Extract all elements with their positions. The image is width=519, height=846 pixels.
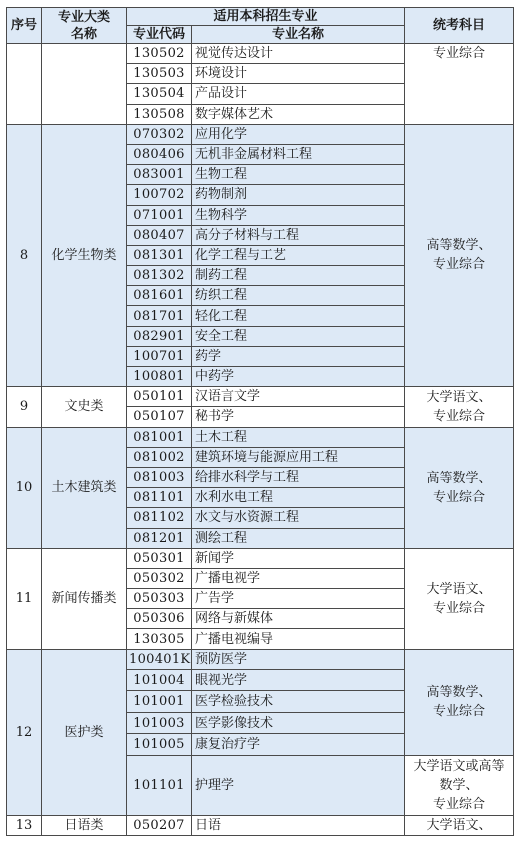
major-code: 081201: [127, 528, 192, 548]
major-name: 土木工程: [192, 427, 405, 447]
category-name: 土木建筑类: [42, 427, 127, 548]
major-code: 070302: [127, 124, 192, 144]
major-name: 水利水电工程: [192, 488, 405, 508]
major-code: 130508: [127, 104, 192, 124]
exam-line: 数学、: [439, 777, 479, 793]
table-row: [7, 815, 514, 835]
exam-line: 专业综合: [433, 600, 486, 616]
exam-subjects: [405, 427, 514, 548]
major-name: 数字媒体艺术: [192, 104, 405, 124]
exam-line: 大学语文、: [426, 581, 492, 597]
major-name: 汉语言文学: [192, 387, 405, 407]
major-name: 药物制剂: [192, 185, 405, 205]
exam-subjects: [405, 44, 514, 125]
major-code: 071001: [127, 205, 192, 225]
exam-line: 专业综合: [433, 704, 486, 720]
major-name: 视觉传达设计: [192, 44, 405, 64]
major-code: 080406: [127, 144, 192, 164]
major-code: 050107: [127, 407, 192, 427]
major-name: 安全工程: [192, 326, 405, 346]
major-code: 101003: [127, 712, 192, 734]
major-code: 100701: [127, 346, 192, 366]
major-code: 081001: [127, 427, 192, 447]
header-name: 专业名称: [192, 26, 405, 44]
header-category-text: 专业大类名称: [57, 9, 110, 42]
row-index: 10: [7, 427, 42, 548]
major-name: 新闻学: [192, 548, 405, 568]
major-code: 050101: [127, 387, 192, 407]
major-name: 广告学: [192, 589, 405, 609]
major-code: 081302: [127, 266, 192, 286]
major-name: 生物科学: [192, 205, 405, 225]
major-code: 080407: [127, 225, 192, 245]
exam-subjects: [405, 649, 514, 755]
major-code: 050306: [127, 609, 192, 629]
major-code: 130504: [127, 84, 192, 104]
category-name: 日语类: [42, 815, 127, 835]
header-applicable: 适用本科招生专业: [127, 8, 405, 26]
row-index: 8: [7, 124, 42, 386]
table-row: [7, 427, 514, 447]
exam-line: 大学语文或高等: [413, 758, 505, 774]
row-index: 12: [7, 649, 42, 815]
row-index: 13: [7, 815, 42, 835]
exam-subjects: [405, 548, 514, 649]
major-code: 101101: [127, 755, 192, 815]
major-code: 081003: [127, 467, 192, 487]
exam-line: 大学语文、: [426, 817, 492, 833]
major-name: 产品设计: [192, 84, 405, 104]
category-name: 化学生物类: [42, 124, 127, 386]
exam-subjects: [405, 124, 514, 386]
header-category: [42, 8, 127, 44]
major-code: 050302: [127, 568, 192, 588]
major-name: 高分子材料与工程: [192, 225, 405, 245]
table-body: [7, 44, 514, 836]
row-index: [7, 44, 42, 125]
major-name: 预防医学: [192, 649, 405, 669]
table-row: [7, 387, 514, 407]
major-code: 100801: [127, 367, 192, 387]
major-code: 081301: [127, 245, 192, 265]
exam-line: 专业综合: [433, 796, 486, 812]
major-code: 081701: [127, 306, 192, 326]
major-name: 医学检验技术: [192, 691, 405, 713]
major-name: 水文与水资源工程: [192, 508, 405, 528]
header-index: 序号: [7, 8, 42, 44]
major-code: 050301: [127, 548, 192, 568]
major-name: 广播电视学: [192, 568, 405, 588]
major-name: 环境设计: [192, 64, 405, 84]
major-code: 101001: [127, 691, 192, 713]
table-row: [7, 44, 514, 64]
major-name: 广播电视编导: [192, 629, 405, 649]
major-code: 050303: [127, 589, 192, 609]
table-row: [7, 124, 514, 144]
header-code: 专业代码: [127, 26, 192, 44]
exam-line: 高等数学、: [426, 470, 492, 486]
table-row: [7, 548, 514, 568]
major-name: 无机非金属材料工程: [192, 144, 405, 164]
major-name: 给排水科学与工程: [192, 467, 405, 487]
exam-subjects: [405, 755, 514, 815]
major-code: 081102: [127, 508, 192, 528]
major-name: 秘书学: [192, 407, 405, 427]
major-name: 测绘工程: [192, 528, 405, 548]
category-name: 文史类: [42, 387, 127, 427]
exam-line: 高等数学、: [426, 238, 492, 254]
majors-table: [6, 7, 514, 836]
exam-line: 专业综合: [433, 489, 486, 505]
header-exam: 统考科目: [405, 8, 514, 44]
major-name: 药学: [192, 346, 405, 366]
major-name: 中药学: [192, 367, 405, 387]
exam-subjects: [405, 815, 514, 835]
major-name: 医学影像技术: [192, 712, 405, 734]
major-name: 纺织工程: [192, 286, 405, 306]
major-code: 130502: [127, 44, 192, 64]
exam-line: 专业综合: [433, 46, 486, 61]
major-code: 050207: [127, 815, 192, 835]
major-code: 101004: [127, 669, 192, 691]
exam-line: 专业综合: [433, 257, 486, 273]
major-code: 130305: [127, 629, 192, 649]
major-name: 眼视光学: [192, 669, 405, 691]
exam-subjects: [405, 387, 514, 427]
major-name: 应用化学: [192, 124, 405, 144]
exam-line: 专业综合: [433, 408, 486, 424]
table-row: [7, 649, 514, 669]
major-name: 建筑环境与能源应用工程: [192, 447, 405, 467]
row-index: 11: [7, 548, 42, 649]
major-name: 制药工程: [192, 266, 405, 286]
row-index: 9: [7, 387, 42, 427]
category-name: 医护类: [42, 649, 127, 815]
major-name: 轻化工程: [192, 306, 405, 326]
major-name: 日语: [192, 815, 405, 835]
category-name: [42, 44, 127, 125]
exam-line: 高等数学、: [426, 685, 492, 701]
major-name: 康复治疗学: [192, 734, 405, 756]
major-code: 100401K: [127, 649, 192, 669]
major-name: 生物工程: [192, 165, 405, 185]
major-code: 082901: [127, 326, 192, 346]
major-name: 网络与新媒体: [192, 609, 405, 629]
major-code: 081101: [127, 488, 192, 508]
category-name: 新闻传播类: [42, 548, 127, 649]
major-code: 130503: [127, 64, 192, 84]
exam-line: 大学语文、: [426, 389, 492, 405]
major-code: 081601: [127, 286, 192, 306]
major-code: 081002: [127, 447, 192, 467]
major-name: 化学工程与工艺: [192, 245, 405, 265]
major-code: 100702: [127, 185, 192, 205]
major-name: 护理学: [192, 755, 405, 815]
major-code: 083001: [127, 165, 192, 185]
major-code: 101005: [127, 734, 192, 756]
